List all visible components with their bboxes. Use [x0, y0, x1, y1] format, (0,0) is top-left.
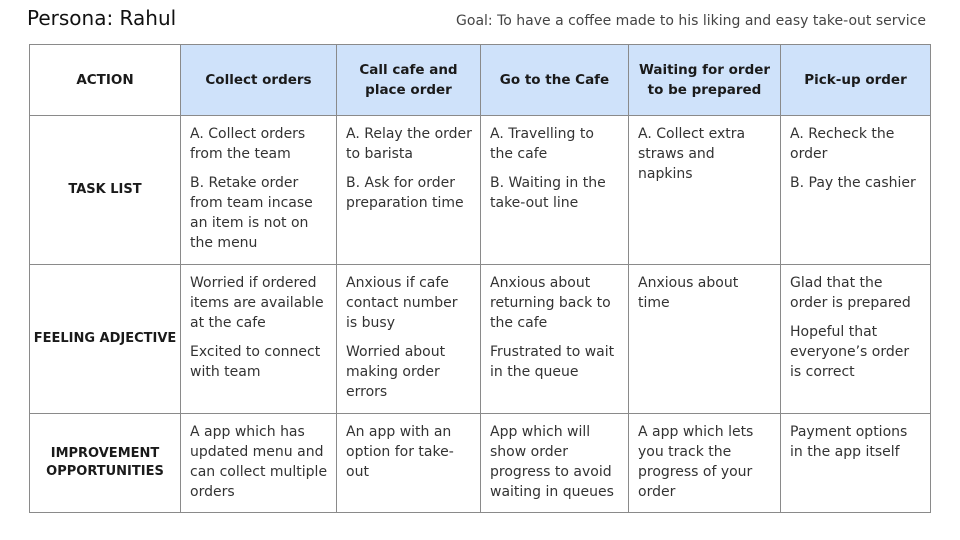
- goal-text: Goal: To have a coffee made to his liking and easy take-out service: [456, 13, 926, 29]
- cell-task-list-stage-2: [337, 116, 481, 265]
- stage-header-waiting: Waiting for order to be prepared: [629, 45, 781, 116]
- cell-text: A. Travelling to the cafe: [490, 126, 594, 162]
- cell-text: An app with an option for take-out: [346, 424, 454, 480]
- row-label-feeling-adjective: FEELING ADJECTIVE: [30, 265, 181, 414]
- journey-map-table: [29, 44, 931, 513]
- cell-text: App which will show order progress to avoid waiting in queues: [490, 424, 614, 500]
- header-row: [30, 45, 931, 116]
- stage-header-call-cafe: Call cafe and place order: [337, 45, 481, 116]
- persona-title: Persona: Rahul: [27, 6, 177, 30]
- cell-text: Payment options in the app itself: [790, 424, 908, 460]
- stage-header-go-to-cafe: Go to the Cafe: [481, 45, 629, 116]
- cell-feeling-adjective-stage-3: [481, 265, 629, 414]
- cell-text: Worried about making order errors: [346, 344, 446, 400]
- cell-improvement-opportunities-stage-2: [337, 414, 481, 513]
- cell-text: A. Relay the order to barista: [346, 126, 472, 162]
- stage-header-collect-orders: Collect orders: [181, 45, 337, 116]
- cell-feeling-adjective-stage-2: [337, 265, 481, 414]
- cell-text: A. Collect orders from the team: [190, 126, 306, 162]
- cell-text: B. Ask for order preparation time: [346, 175, 464, 211]
- row-label-improvement-opportunities: IMPROVEMENT OPPORTUNITIES: [30, 414, 181, 513]
- cell-improvement-opportunities-stage-3: [481, 414, 629, 513]
- cell-text: B. Waiting in the take-out line: [490, 175, 606, 211]
- cell-text: Anxious about time: [638, 275, 739, 311]
- cell-text: Anxious if cafe contact number is busy: [346, 275, 458, 331]
- stage-header-pick-up: Pick-up order: [781, 45, 931, 116]
- cell-feeling-adjective-stage-1: [181, 265, 337, 414]
- cell-text: Excited to connect with team: [190, 344, 321, 380]
- cell-task-list-stage-4: [629, 116, 781, 265]
- cell-text: B. Pay the cashier: [790, 175, 916, 191]
- cell-text: A app which lets you track the progress of your order: [638, 424, 754, 500]
- cell-text: A app which has updated menu and can collect multiple orders: [190, 424, 328, 500]
- cell-text: Hopeful that everyone’s order is correct: [790, 324, 910, 380]
- cell-text: A. Recheck the order: [790, 126, 895, 162]
- row-improvement-opportunities: [30, 414, 931, 513]
- row-feeling-adjective: [30, 265, 931, 414]
- cell-text: Anxious about returning back to the cafe: [490, 275, 611, 331]
- cell-improvement-opportunities-stage-5: [781, 414, 931, 513]
- cell-text: Frustrated to wait in the queue: [490, 344, 615, 380]
- cell-task-list-stage-3: [481, 116, 629, 265]
- row-label-task-list: TASK LIST: [30, 116, 181, 265]
- cell-text: B. Retake order from team incase an item is not on the menu: [190, 175, 313, 251]
- row-task-list: [30, 116, 931, 265]
- cell-task-list-stage-5: [781, 116, 931, 265]
- action-header: ACTION: [30, 45, 181, 116]
- cell-feeling-adjective-stage-4: [629, 265, 781, 414]
- cell-improvement-opportunities-stage-1: [181, 414, 337, 513]
- cell-task-list-stage-1: [181, 116, 337, 265]
- cell-improvement-opportunities-stage-4: [629, 414, 781, 513]
- cell-feeling-adjective-stage-5: [781, 265, 931, 414]
- cell-text: Worried if ordered items are available at the cafe: [190, 275, 324, 331]
- cell-text: A. Collect extra straws and napkins: [638, 126, 746, 182]
- cell-text: Glad that the order is prepared: [790, 275, 911, 311]
